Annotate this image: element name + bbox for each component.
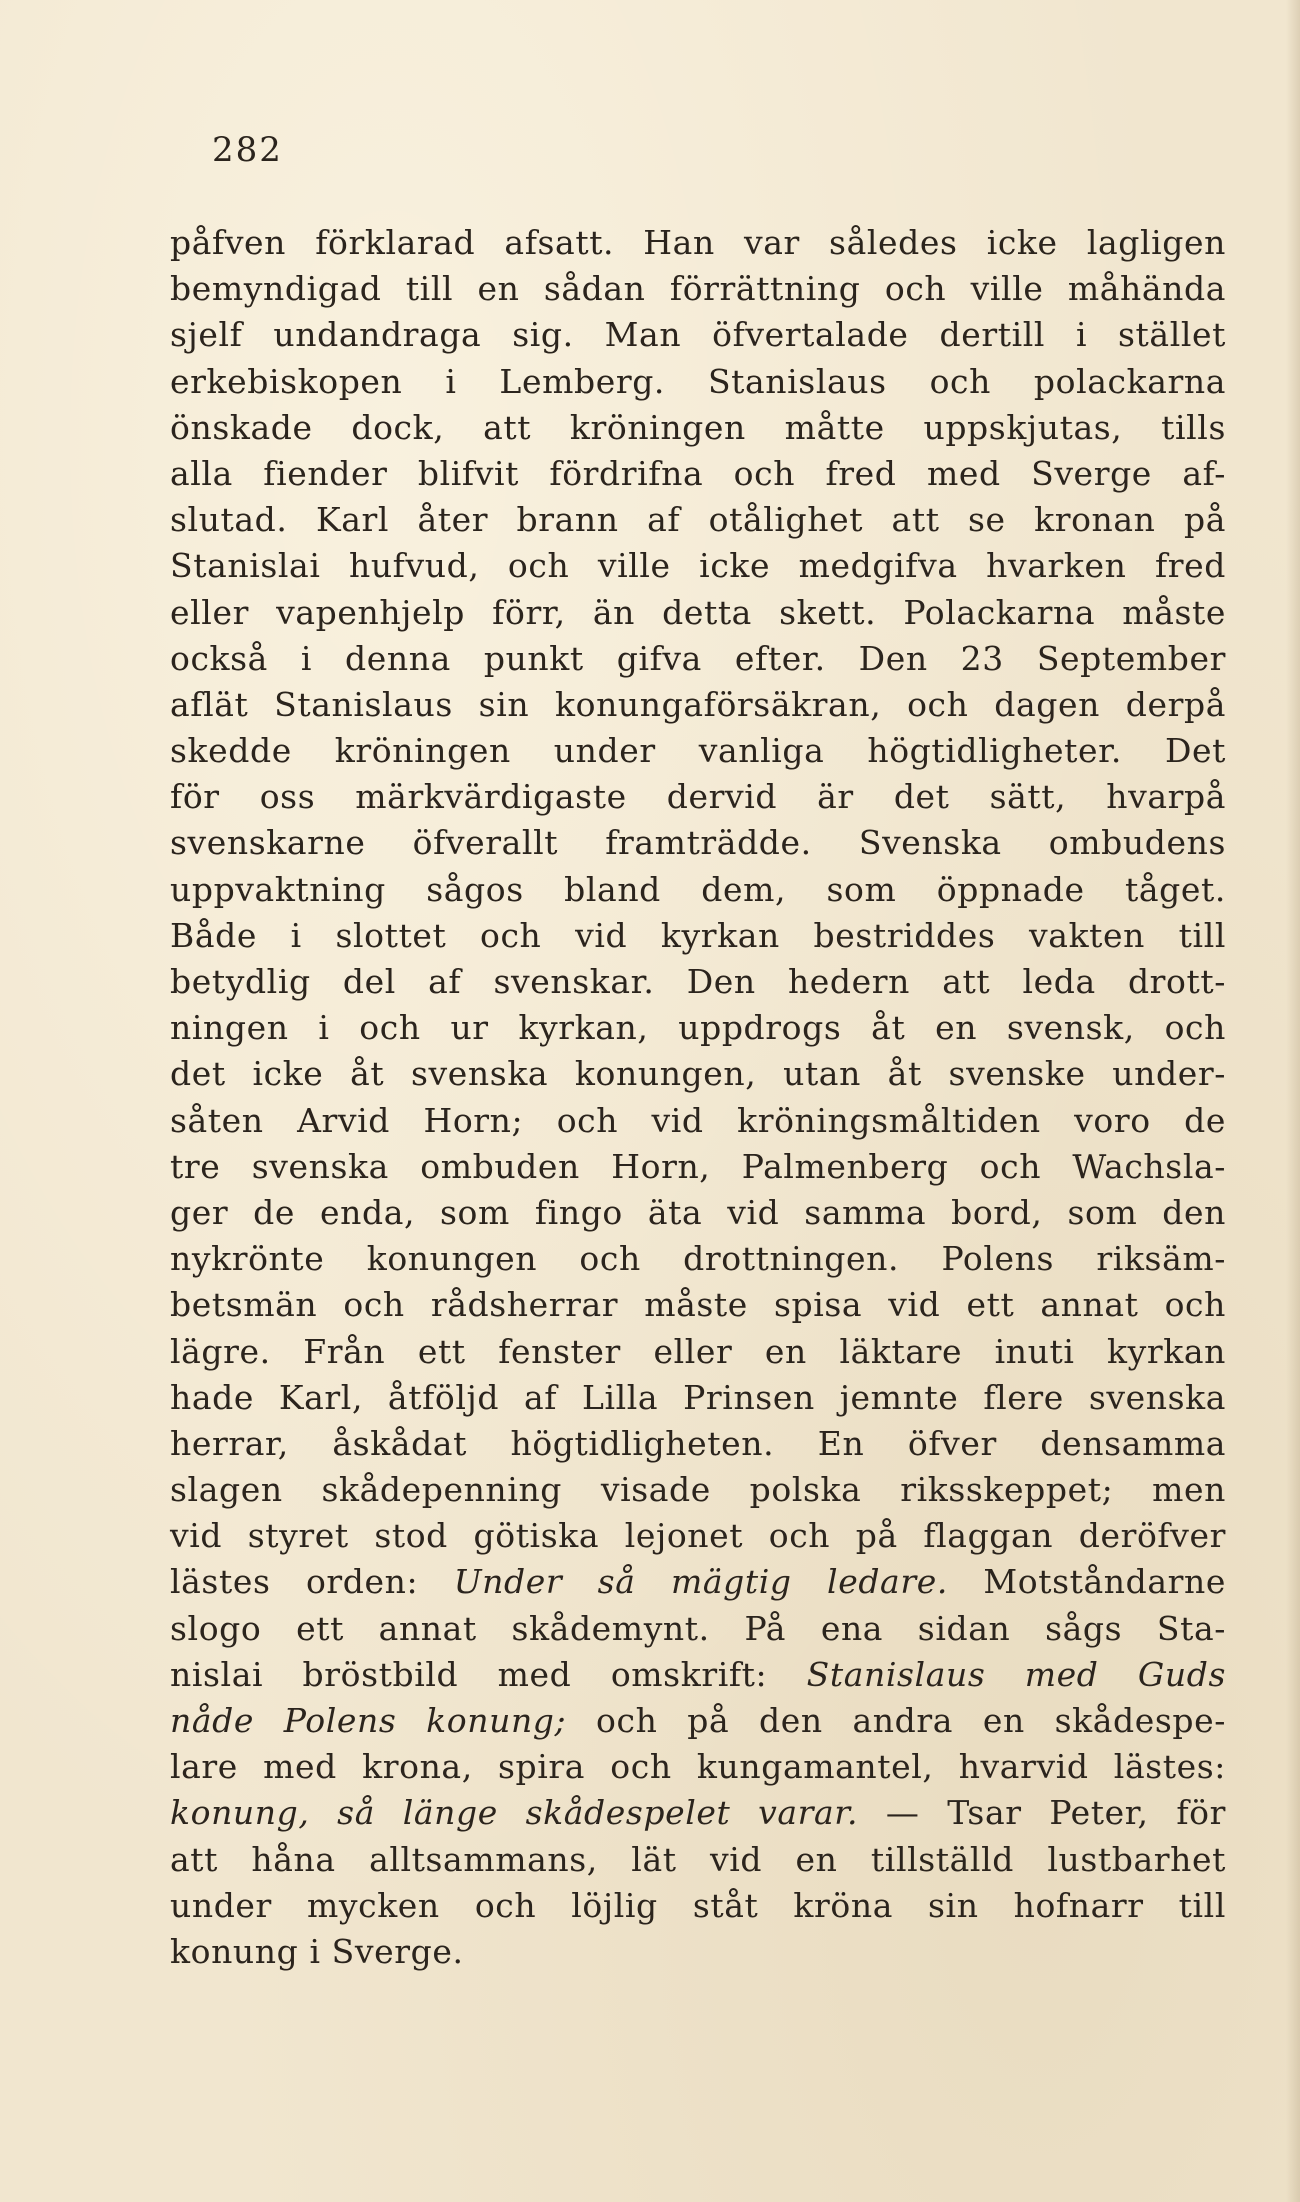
text-line — [170, 959, 1226, 1005]
text-segment: uppvaktning sågos bland dem, som öppnade tåget. — [170, 869, 1226, 909]
text-segment: hade Karl, åtföljd af Lilla Prinsen jemnte flere svenska — [170, 1377, 1226, 1417]
text-segment: — Tsar Peter, för — [858, 1793, 1226, 1833]
text-segment: att håna alltsammans, lät vid en tillställd lustbarhet — [170, 1839, 1226, 1879]
text-segment: önskade dock, att kröningen måtte uppskjutas, tills — [170, 407, 1226, 447]
italic-text: nåde Polens konung; — [170, 1701, 567, 1740]
text-segment: Både i slottet och vid kyrkan bestriddes vakten till — [170, 915, 1226, 955]
text-line — [170, 636, 1226, 682]
text-segment: slutad. Karl åter brann af otålighet att se kronan på — [170, 500, 1226, 540]
text-segment: för oss märkvärdigaste dervid är det sätt, hvarpå — [170, 777, 1226, 817]
text-segment: tre svenska ombuden Horn, Palmenberg och Wachsla- — [170, 1146, 1226, 1186]
text-line — [170, 1098, 1226, 1144]
text-line — [170, 543, 1226, 589]
text-line — [170, 1606, 1226, 1652]
text-segment: erkebiskopen i Lemberg. Stanislaus och polackarna — [170, 361, 1226, 401]
text-line — [170, 1652, 1226, 1698]
text-segment: Motståndarne — [947, 1562, 1226, 1602]
text-segment: eller vapenhjelp förr, än detta skett. Polackarna måste — [170, 592, 1226, 632]
italic-text: konung, så länge skådespelet varar. — [170, 1793, 859, 1833]
text-segment: slogo ett annat skådemynt. På ena sidan sågs Sta- — [170, 1608, 1226, 1648]
text-segment: alla fiender blifvit fördrifna och fred med Sverge af- — [170, 453, 1226, 493]
text-segment: under mycken och löjlig ståt kröna sin hofnarr till — [170, 1885, 1226, 1925]
text-segment: svenskarne öfverallt framträdde. Svenska ombudens — [170, 823, 1226, 863]
text-line — [170, 1698, 1226, 1744]
text-segment: och på den andra en skådespe- — [566, 1701, 1226, 1740]
text-segment: det icke åt svenska konungen, utan åt svenske under- — [170, 1054, 1226, 1094]
text-line — [170, 913, 1226, 959]
text-line — [170, 1236, 1226, 1282]
text-line — [170, 266, 1226, 312]
text-line — [170, 1559, 1226, 1605]
text-segment: betsmän och rådsherrar måste spisa vid ett annat och — [170, 1285, 1226, 1325]
text-segment: lare med krona, spira och kungamantel, hvarvid lästes: — [170, 1747, 1226, 1787]
text-segment: skedde kröningen under vanliga högtidligheter. Det — [170, 731, 1226, 771]
text-line — [170, 820, 1226, 866]
text-line — [170, 867, 1226, 913]
text-segment: också i denna punkt gifva efter. Den 23 September — [170, 638, 1226, 678]
text-segment: sjelf undandraga sig. Man öfvertalade dertill i stället — [170, 315, 1226, 355]
text-line — [170, 1282, 1226, 1328]
text-line — [170, 1329, 1226, 1375]
text-line — [170, 497, 1226, 543]
text-segment: såten Arvid Horn; och vid kröningsmåltiden voro de — [170, 1100, 1226, 1140]
text-line — [170, 405, 1226, 451]
text-segment: vid styret stod götiska lejonet och på flaggan deröfver — [170, 1516, 1226, 1556]
text-segment: ger de enda, som fingo äta vid samma bord, som den — [170, 1192, 1226, 1232]
text-line — [170, 1790, 1226, 1836]
text-line — [170, 1005, 1226, 1051]
text-segment: herrar, åskådat högtidligheten. En öfver densamma — [170, 1423, 1226, 1463]
text-line — [170, 728, 1226, 774]
italic-text: Stanislaus med Guds — [806, 1654, 1226, 1694]
text-line — [170, 220, 1226, 266]
text-line — [170, 312, 1226, 358]
text-segment: Stanislai hufvud, och ville icke medgifva hvarken fred — [170, 546, 1226, 586]
text-line — [170, 1929, 1226, 1975]
text-segment: ningen i och ur kyrkan, uppdrogs åt en svensk, och — [170, 1008, 1226, 1048]
text-line — [170, 1051, 1226, 1097]
text-line — [170, 1883, 1226, 1929]
page-edge-shadow — [1286, 0, 1300, 2202]
text-segment: påfven förklarad afsatt. Han var således icke lagligen — [170, 223, 1226, 262]
text-segment: konung i Sverge. — [170, 1931, 464, 1971]
text-line — [170, 682, 1226, 728]
text-line — [170, 1190, 1226, 1236]
text-segment: lägre. Från ett fenster eller en läktare inuti kyrkan — [170, 1331, 1226, 1371]
italic-text: Under så mägtig ledare. — [453, 1562, 948, 1602]
body-text — [170, 220, 1226, 1975]
text-line — [170, 1467, 1226, 1513]
text-line — [170, 359, 1226, 405]
text-line — [170, 590, 1226, 636]
text-line — [170, 451, 1226, 497]
page-number: 282 — [212, 130, 283, 170]
text-segment: bemyndigad till en sådan förrättning och ville måhända — [170, 269, 1226, 309]
text-line — [170, 1375, 1226, 1421]
text-segment: aflät Stanislaus sin konungaförsäkran, och dagen derpå — [170, 684, 1226, 724]
text-line — [170, 1421, 1226, 1467]
text-line — [170, 1837, 1226, 1883]
text-segment: slagen skådepenning visade polska riksskeppet; men — [170, 1470, 1226, 1510]
text-line — [170, 1144, 1226, 1190]
text-segment: nykrönte konungen och drottningen. Polens riksäm- — [170, 1239, 1226, 1279]
text-segment: lästes orden: — [170, 1562, 454, 1602]
text-line — [170, 1513, 1226, 1559]
text-segment: nislai bröstbild med omskrift: — [170, 1654, 807, 1694]
text-line — [170, 1744, 1226, 1790]
text-line — [170, 774, 1226, 820]
text-segment: betydlig del af svenskar. Den hedern att leda drott- — [170, 962, 1226, 1001]
